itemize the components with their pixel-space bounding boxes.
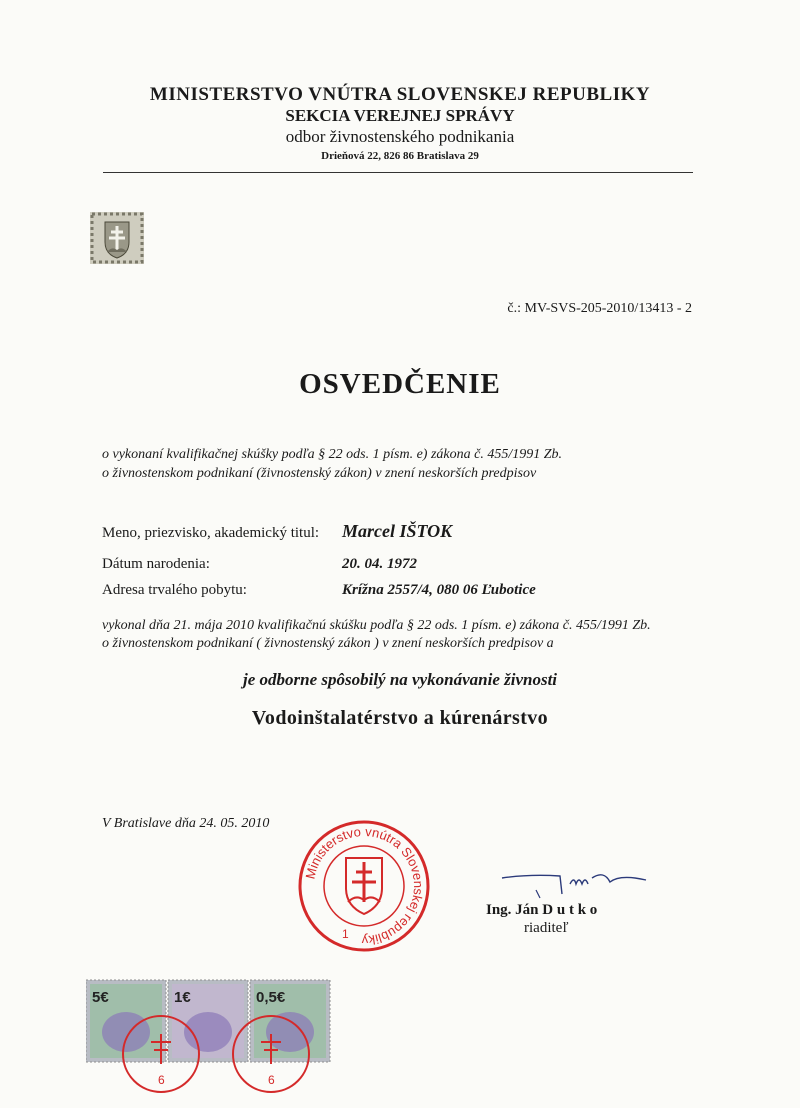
competence-statement: je odborne spôsobilý na vykonávanie živnosti [242,670,558,689]
performed-line-2: o živnostenskom podnikaní ( živnostenský zákon ) v znení neskorších predpisov a [102,636,554,651]
seal-number: 1 [342,927,349,941]
cancel-number: 6 [268,1073,275,1087]
dob-label: Dátum narodenia: [102,556,210,572]
place-and-date: V Bratislave dňa 24. 05. 2010 [102,816,270,831]
name-label: Meno, priezvisko, akademický titul: [102,525,320,541]
official-seal [296,818,432,954]
ministry-name: MINISTERSTVO VNÚTRA SLOVENSKEJ REPUBLIKY [149,84,651,105]
slovak-coat-of-arms-icon [90,212,144,264]
cancel-number: 6 [158,1073,165,1087]
seal-text: Ministerstvo vnútra Slovenskej republiky [302,823,427,949]
intro-line-2: o živnostenskom podnikaní (živnostenský zákon) v znení neskorších predpisov [102,466,537,481]
reference-number: č.: MV-SVS-205-2010/13413 - 2 [507,301,692,316]
signatory-name: Ing. Ján D u t k o [486,902,598,918]
section-name: SEKCIA VEREJNEJ SPRÁVY [285,106,515,125]
header-divider [103,172,693,173]
dob-value: 20. 04. 1972 [342,556,417,572]
revenue-stamps [86,974,346,1094]
stamp-value: 5€ [92,989,109,1006]
handwritten-signature [500,864,650,900]
stamp-value: 1€ [174,989,191,1006]
ministry-address: Drieňová 22, 826 86 Bratislava 29 [321,150,479,162]
name-value: Marcel IŠTOK [342,521,453,541]
document-title: OSVEDČENIE [299,368,501,400]
department-name: odbor živnostenského podnikania [285,127,515,146]
trade-name: Vodoinštalatérstvo a kúrenárstvo [251,707,549,729]
stamp-value: 0,5€ [256,989,286,1006]
address-value: Krížna 2557/4, 080 06 Ľubotice [342,582,536,598]
intro-line-1: o vykonaní kvalifikačnej skúšky podľa § 22 ods. 1 písm. e) zákona č. 455/1991 Zb. [102,447,563,462]
signatory-role: riaditeľ [524,920,569,936]
address-label: Adresa trvalého pobytu: [102,582,247,598]
performed-line-1: vykonal dňa 21. mája 2010 kvalifikačnú skúšku podľa § 22 ods. 1 písm. e) zákona č. 455/1991 Zb. [102,618,651,633]
